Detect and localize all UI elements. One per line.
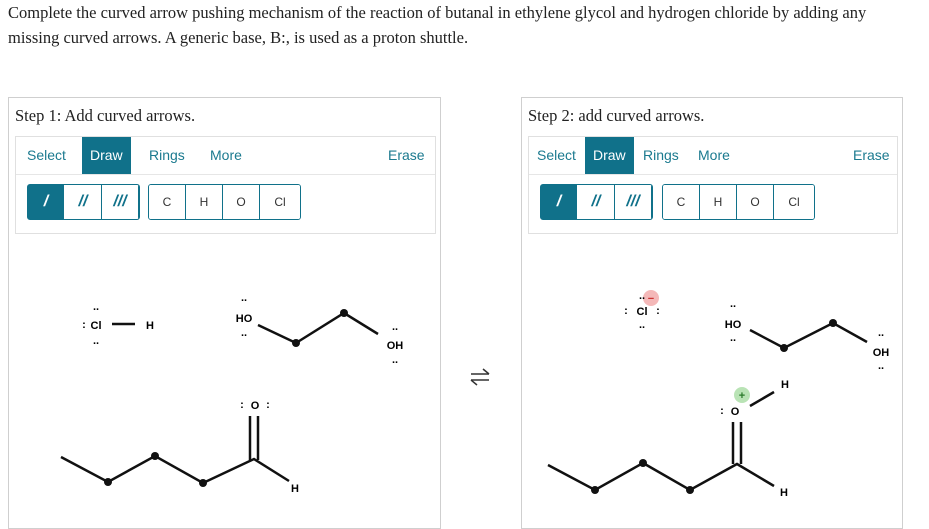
lone-pair-icon: : bbox=[240, 399, 244, 411]
double-bond-icon[interactable]: // bbox=[65, 185, 102, 219]
lone-pair-icon: .. bbox=[240, 292, 248, 304]
lone-pair-icon: : bbox=[656, 305, 660, 317]
step1-title: Step 1: Add curved arrows. bbox=[15, 106, 196, 125]
double-bond-icon[interactable]: // bbox=[578, 185, 615, 219]
lone-pair-icon: .. bbox=[877, 360, 885, 372]
step2-tab-select[interactable]: Select bbox=[537, 147, 576, 163]
lone-pair-icon: : bbox=[720, 405, 724, 417]
atom-h-button[interactable]: H bbox=[186, 185, 223, 219]
step2-erase-button[interactable]: Erase bbox=[853, 147, 890, 163]
single-bond-icon[interactable]: / bbox=[28, 185, 65, 219]
butanal-chain bbox=[548, 463, 774, 490]
triple-bond-icon[interactable]: /// bbox=[102, 185, 139, 219]
glycol-chain bbox=[258, 313, 378, 343]
step2-oh-h-label: H bbox=[781, 379, 789, 391]
lone-pair-icon: : bbox=[266, 399, 270, 411]
atom-dot bbox=[780, 344, 788, 352]
lone-pair-icon: .. bbox=[877, 327, 885, 339]
atom-h-button[interactable]: H bbox=[700, 185, 737, 219]
single-bond-icon[interactable]: / bbox=[541, 185, 578, 219]
step1-h-label: H bbox=[146, 320, 154, 332]
step1-panel bbox=[8, 97, 441, 529]
glycol-chain bbox=[750, 323, 867, 348]
step2-tab-rings[interactable]: Rings bbox=[643, 147, 679, 163]
step1-tab-draw[interactable]: Draw bbox=[82, 137, 131, 174]
step1-tab-more[interactable]: More bbox=[210, 147, 242, 163]
atom-cl-button[interactable]: Cl bbox=[774, 185, 814, 219]
lone-pair-icon: .. bbox=[729, 332, 737, 344]
lone-pair-icon: .. bbox=[391, 354, 399, 366]
plus-icon: + bbox=[738, 390, 746, 402]
step1-drawing-canvas[interactable] bbox=[9, 98, 440, 528]
triple-bond-icon[interactable]: /// bbox=[615, 185, 652, 219]
butanal-chain bbox=[61, 456, 289, 483]
step2-drawing-canvas[interactable] bbox=[522, 98, 902, 528]
step1-o-label: O bbox=[250, 400, 260, 412]
atom-dot bbox=[151, 452, 159, 460]
step1-cl-label: Cl bbox=[90, 320, 102, 332]
step1-tab-rings[interactable]: Rings bbox=[149, 147, 185, 163]
step1-aldehyde-h-label: H bbox=[291, 483, 299, 495]
lone-pair-icon: .. bbox=[92, 335, 100, 347]
atom-dot bbox=[340, 309, 348, 317]
atom-dot bbox=[591, 486, 599, 494]
lone-pair-icon: .. bbox=[240, 327, 248, 339]
question-text: Complete the curved arrow pushing mechanism of the reaction of butanal in ethylene glycol and hydrogen chloride by adding any missing curved arrows. A generic base, B:, is used as a proton shuttle. bbox=[8, 3, 867, 47]
lone-pair-icon: .. bbox=[391, 321, 399, 333]
atom-dot bbox=[829, 319, 837, 327]
oh-bond bbox=[750, 392, 774, 406]
equilibrium-arrow-icon bbox=[468, 366, 492, 388]
step2-tab-draw[interactable]: Draw bbox=[585, 137, 634, 174]
atom-dot bbox=[639, 459, 647, 467]
step2-aldehyde-h-label: H bbox=[780, 487, 788, 499]
atom-c-button[interactable]: C bbox=[663, 185, 700, 219]
step2-cl-label: Cl bbox=[636, 306, 648, 318]
atom-o-button[interactable]: O bbox=[223, 185, 260, 219]
lone-pair-icon: : bbox=[624, 305, 628, 317]
step2-o-label: O bbox=[730, 406, 740, 418]
step1-ho-label: HO bbox=[235, 313, 253, 325]
lone-pair-icon: .. bbox=[638, 319, 646, 331]
lone-pair-icon: .. bbox=[638, 290, 646, 302]
atom-dot bbox=[292, 339, 300, 347]
step2-title: Step 2: add curved arrows. bbox=[528, 106, 705, 125]
lone-pair-icon: .. bbox=[92, 301, 100, 313]
lone-pair-icon: : bbox=[82, 319, 86, 331]
minus-icon: − bbox=[647, 293, 655, 305]
atom-dot bbox=[104, 478, 112, 486]
atom-c-button[interactable]: C bbox=[149, 185, 186, 219]
step2-tab-more[interactable]: More bbox=[698, 147, 730, 163]
step1-tab-select[interactable]: Select bbox=[27, 147, 66, 163]
lone-pair-icon: .. bbox=[729, 298, 737, 310]
atom-o-button[interactable]: O bbox=[737, 185, 774, 219]
step1-oh-label: OH bbox=[386, 340, 404, 352]
atom-dot bbox=[686, 486, 694, 494]
step2-oh-label: OH bbox=[872, 347, 890, 359]
atom-cl-button[interactable]: Cl bbox=[260, 185, 300, 219]
step1-erase-button[interactable]: Erase bbox=[388, 147, 425, 163]
step2-ho-label: HO bbox=[724, 319, 742, 331]
atom-dot bbox=[199, 479, 207, 487]
step2-panel bbox=[521, 97, 903, 529]
